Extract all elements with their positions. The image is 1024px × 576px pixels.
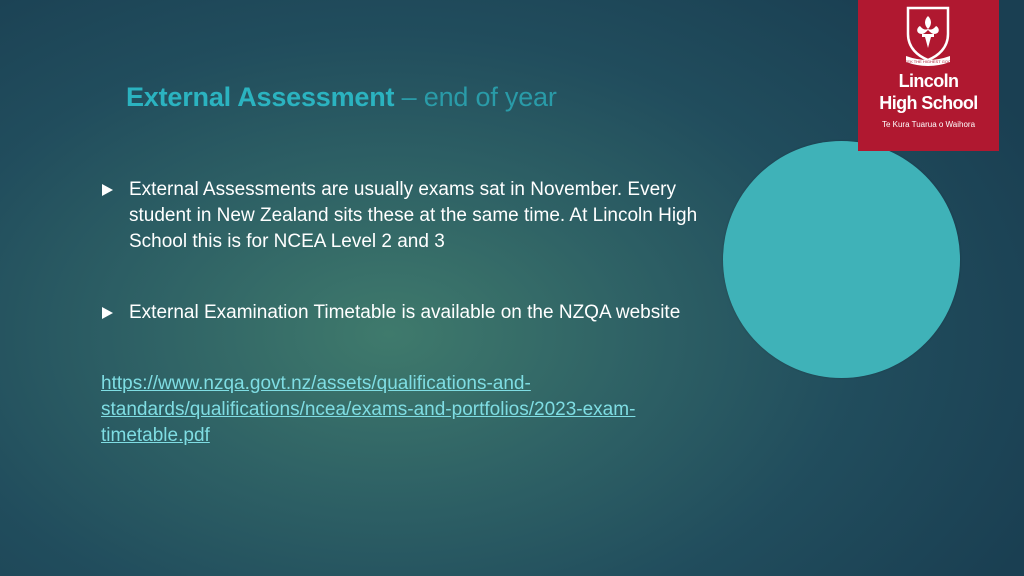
bullet-line: student in New Zealand sits these at the same time. At Lincoln High — [129, 205, 698, 226]
school-logo — [858, 0, 999, 151]
logo-name — [858, 70, 999, 114]
title-rest: – end of year — [394, 82, 557, 112]
bullet-text — [129, 177, 697, 255]
bullet-arrow-icon — [102, 307, 113, 319]
bullet-line: School this is for NCEA Level 2 and 3 — [129, 231, 445, 252]
link-line[interactable]: standards/qualifications/ncea/exams-and-portfolios/2023-exam- — [101, 399, 636, 420]
bullet-arrow-icon — [102, 184, 113, 196]
link-line[interactable]: https://www.nzqa.govt.nz/assets/qualifications-and- — [101, 373, 531, 394]
logo-subtitle: Te Kura Tuarua o Waihora — [881, 120, 976, 129]
logo-motto: SEEK THE HIGHEST GOOD — [902, 59, 954, 64]
bullet-text — [129, 300, 680, 326]
slide-title — [126, 82, 557, 113]
bullet-line: External Assessments are usually exams sat in November. Every — [129, 179, 677, 200]
logo-name-line2: High School — [879, 93, 978, 113]
timetable-link[interactable] — [101, 371, 801, 449]
bullet-line: External Examination Timetable is available on the NZQA website — [129, 302, 681, 323]
logo-name-line1: Lincoln — [898, 71, 959, 91]
link-line[interactable]: timetable.pdf — [101, 425, 210, 446]
decorative-circle — [723, 141, 960, 378]
title-bold: External Assessment — [126, 82, 395, 112]
crest-icon — [902, 4, 954, 66]
